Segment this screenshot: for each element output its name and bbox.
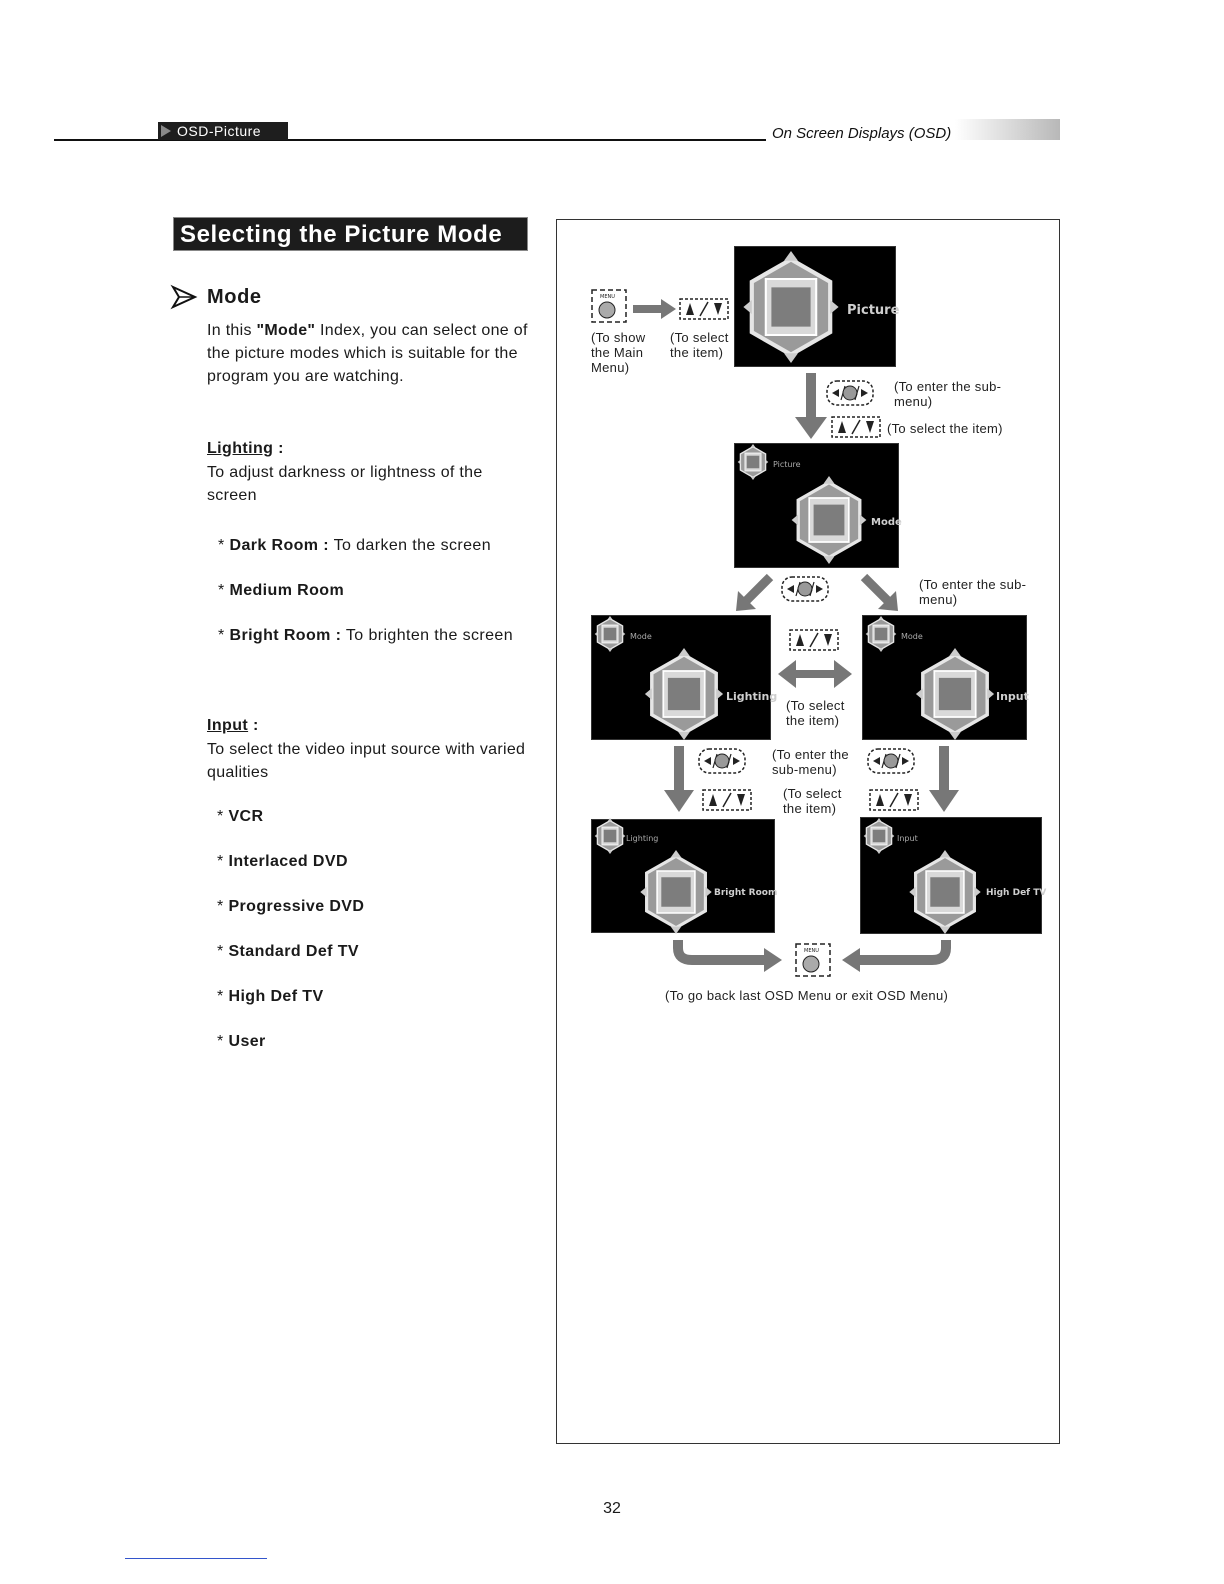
- header-gradient-bar: [955, 119, 1060, 140]
- item-name: Progressive DVD: [228, 898, 365, 915]
- menu-key-label: MENU: [600, 294, 615, 300]
- item-desc: To brighten the screen: [341, 627, 514, 644]
- section-tab: [158, 122, 288, 140]
- item-desc: To darken the screen: [329, 537, 491, 554]
- bullet: *: [217, 1033, 229, 1050]
- split-arrows-icon: [734, 573, 900, 613]
- osd-cube-icon: [861, 818, 1041, 933]
- chapter-title: On Screen Displays (OSD): [772, 125, 952, 142]
- item-name: Interlaced DVD: [228, 853, 348, 870]
- return-arrows-icon: [674, 938, 950, 980]
- osd-cube-icon: [735, 444, 898, 567]
- arrow-bullet-icon: [171, 284, 197, 310]
- bullet: *: [217, 988, 229, 1005]
- input-item: [217, 1033, 266, 1051]
- select-key-icon: [831, 416, 883, 440]
- input-item: [217, 988, 324, 1006]
- bullet: *: [218, 627, 230, 644]
- osd-screen-input: [862, 615, 1027, 740]
- page-number: 32: [603, 1500, 621, 1517]
- arrow-down-icon: [795, 373, 827, 439]
- osd-cube-icon: [592, 820, 774, 932]
- input-item: [217, 898, 364, 916]
- lighting-heading: [207, 440, 284, 458]
- item-name: User: [228, 1033, 266, 1050]
- screen-main-label: Input: [996, 690, 1029, 703]
- lighting-item: [218, 627, 513, 645]
- select-item-caption-inline: (To select the item): [887, 421, 1003, 436]
- screen-main-label: Mode: [871, 517, 902, 528]
- screen-main-label: Bright Room: [714, 888, 778, 898]
- mode-heading: Mode: [207, 286, 262, 308]
- arrow-down-icon: [929, 746, 959, 812]
- footer-rule: [125, 1558, 267, 1559]
- input-item: [217, 943, 359, 961]
- bullet: *: [218, 537, 230, 554]
- bullet: *: [217, 943, 229, 960]
- osd-cube-icon: [863, 616, 1026, 739]
- arrow-down-icon: [664, 746, 694, 812]
- input-item: [217, 808, 263, 826]
- bullet: *: [217, 898, 229, 915]
- osd-screen-picture: [734, 246, 900, 367]
- input-heading: [207, 717, 259, 735]
- enter-key-icon: [867, 748, 927, 776]
- item-name: VCR: [228, 808, 264, 825]
- screen-main-label: High Def TV: [986, 888, 1047, 898]
- enter-key-icon: [826, 380, 890, 408]
- select-item-caption: (To select the item): [783, 786, 842, 816]
- bullet: *: [218, 582, 230, 599]
- enter-key-icon: [698, 748, 758, 776]
- input-desc: To select the video input source with varied qualities: [207, 741, 526, 781]
- page-title: Selecting the Picture Mode: [173, 217, 528, 251]
- intro-text: In this: [207, 322, 257, 339]
- lighting-colon: :: [273, 440, 284, 457]
- select-key-icon: [789, 629, 841, 653]
- intro-keyword: "Mode": [256, 322, 316, 339]
- mode-intro: [207, 319, 547, 388]
- item-name: Medium Room: [229, 582, 345, 599]
- lighting-desc: To adjust darkness or lightness of the screen: [207, 464, 483, 504]
- section-tab-label: OSD-Picture: [177, 123, 262, 139]
- screen-breadcrumb: Mode: [901, 632, 923, 641]
- screen-main-label: Lighting: [726, 690, 778, 703]
- screen-main-label: Picture: [847, 303, 900, 318]
- item-name: Standard Def TV: [228, 943, 359, 960]
- intro-text-rest: Index, you can select one of the picture modes which is suitable for the program you are watching.: [207, 322, 528, 385]
- go-back-caption: (To go back last OSD Menu or exit OSD Menu): [665, 988, 949, 1003]
- item-name: Dark Room :: [229, 537, 330, 554]
- screen-breadcrumb: Input: [897, 834, 918, 843]
- lighting-item: [218, 582, 344, 600]
- double-arrow-icon: [778, 660, 852, 688]
- lighting-heading-label: Lighting: [207, 440, 274, 457]
- osd-screen-high-def-tv: [860, 817, 1047, 934]
- select-key-icon: [869, 789, 921, 813]
- screen-breadcrumb: Picture: [773, 460, 801, 469]
- osd-screen-bright-room: [591, 819, 778, 933]
- osd-cube-icon: [592, 616, 770, 739]
- show-main-menu-caption: (To show the Main Menu): [591, 330, 646, 375]
- osd-screen-lighting: [591, 615, 778, 740]
- enter-sub-caption: (To enter the sub-menu): [919, 577, 1027, 607]
- lighting-item: [218, 537, 491, 555]
- bullet: *: [217, 853, 229, 870]
- enter-sub-caption: (To enter the sub-menu): [894, 379, 1002, 409]
- menu-key-label: MENU: [804, 948, 819, 954]
- screen-breadcrumb: Mode: [630, 632, 652, 641]
- screen-breadcrumb: Lighting: [626, 834, 659, 843]
- item-name: Bright Room :: [229, 627, 342, 644]
- select-key-icon: [702, 789, 754, 813]
- play-triangle-icon: [161, 125, 171, 137]
- item-name: High Def TV: [228, 988, 324, 1005]
- select-item-caption: (To select the item): [670, 330, 729, 360]
- menu-key-icon: [590, 288, 735, 328]
- input-item: [217, 853, 348, 871]
- input-heading-label: Input: [207, 717, 249, 734]
- bullet: *: [217, 808, 229, 825]
- input-colon: :: [248, 717, 259, 734]
- osd-screen-mode: [734, 443, 902, 568]
- select-item-caption: (To select the item): [786, 698, 845, 728]
- enter-sub-caption: (To enter the sub-menu): [772, 747, 849, 777]
